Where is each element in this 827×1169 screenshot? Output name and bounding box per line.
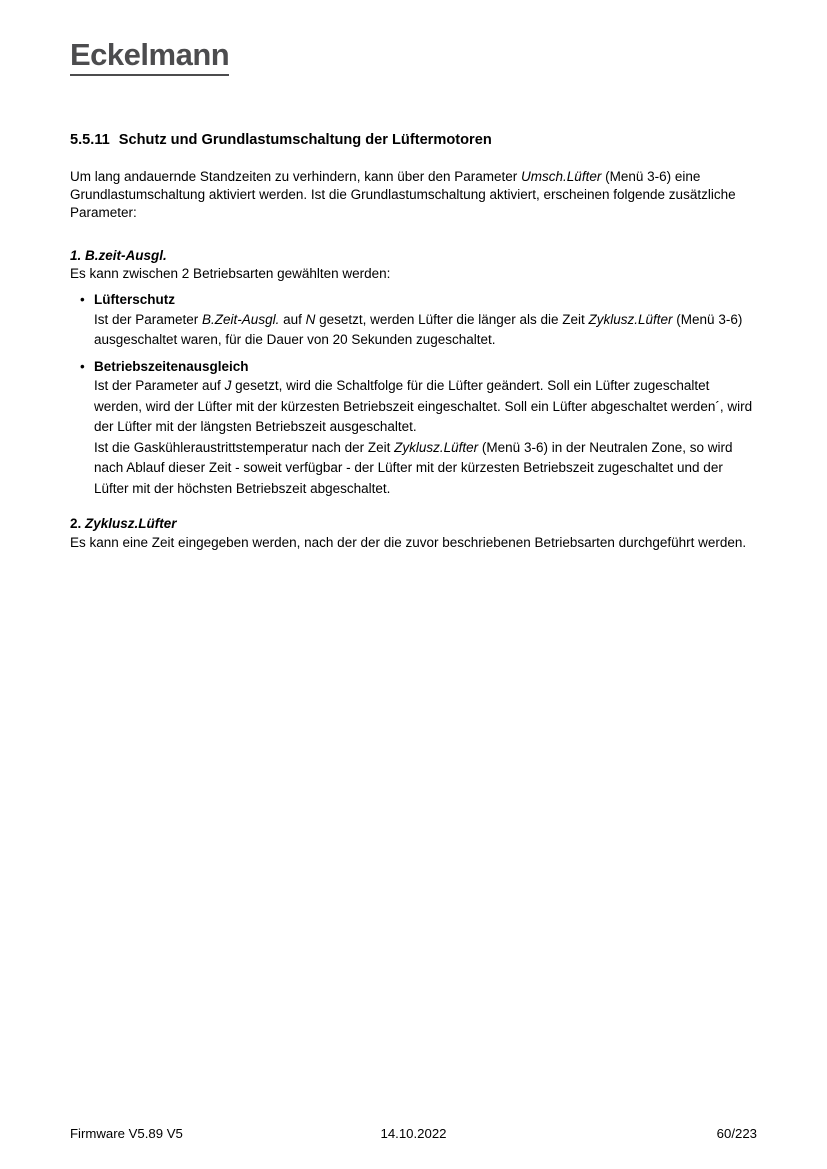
- section-number: 5.5.11: [70, 132, 110, 149]
- param2-body: Es kann eine Zeit eingegeben werden, nach der der die zuvor beschriebenen Betriebsarten durchgeführt werden.: [70, 534, 747, 550]
- page-footer: [70, 1126, 757, 1141]
- bullet-title: • Lüfterschutz: [94, 292, 175, 308]
- list-item-betriebszeitenausgleich: [70, 358, 757, 499]
- section-heading: [70, 132, 757, 150]
- section-title: Schutz und Grundlastumschaltung der Lüftermotoren: [118, 132, 492, 149]
- bullet-paragraph: Ist der Parameter B.Zeit-Ausgl. auf N gesetzt, werden Lüfter die länger als die Zeit Zyklusz.Lüfter (Menü 3-6) ausgeschaltet waren, für die Dauer von 20 Sekunden zugeschaltet.: [94, 311, 743, 348]
- bullet-paragraph: Ist die Gaskühleraustrittstemperatur nach der Zeit Zyklusz.Lüfter (Menü 3-6) in der Neutralen Zone, so wird nach Ablauf dieser Zeit - soweit verfügbar - der Lüfter mit der kürzesten Betriebszeit zugeschaltet und der Lüfter mit der höchsten Betriebszeit abgeschaltet.: [94, 439, 733, 496]
- intro-paragraph: Um lang andauernde Standzeiten zu verhindern, kann über den Parameter Umsch.Lüfter (Menü 3-6) eine Grundlastumschaltung aktiviert werden. Ist die Grundlastumschaltung aktiviert, erscheinen folgende zusätzliche Parameter:: [70, 168, 736, 221]
- header-logo-area: [70, 38, 757, 76]
- list-item-luefterschutz: [70, 291, 757, 350]
- param2-heading: 2. Zyklusz.Lüfter: [70, 516, 177, 532]
- eckelmann-logo: Eckelmann: [70, 38, 229, 76]
- bullet-title: • Betriebszeitenausgleich: [94, 358, 249, 374]
- param1-heading: 1. B.zeit-Ausgl.: [70, 247, 167, 263]
- footer-firmware-version: Firmware V5.89 V5: [70, 1126, 183, 1141]
- footer-page-number: 60/223: [716, 1126, 757, 1141]
- param1-lead: Es kann zwischen 2 Betriebsarten gewählten werden:: [70, 266, 391, 282]
- bullet-paragraph: Ist der Parameter auf J gesetzt, wird die Schaltfolge für die Lüfter geändert. Soll ein Lüfter zugeschaltet werden, wird der Lüfter mit der kürzesten Betriebszeit eingeschaltet. Soll ein Lüfter abgeschaltet werden´, wird der Lüfter mit der längsten Betriebszeit ausgeschaltet.: [94, 378, 753, 435]
- betriebsarten-list: [70, 291, 757, 499]
- footer-date: 14.10.2022: [380, 1126, 447, 1141]
